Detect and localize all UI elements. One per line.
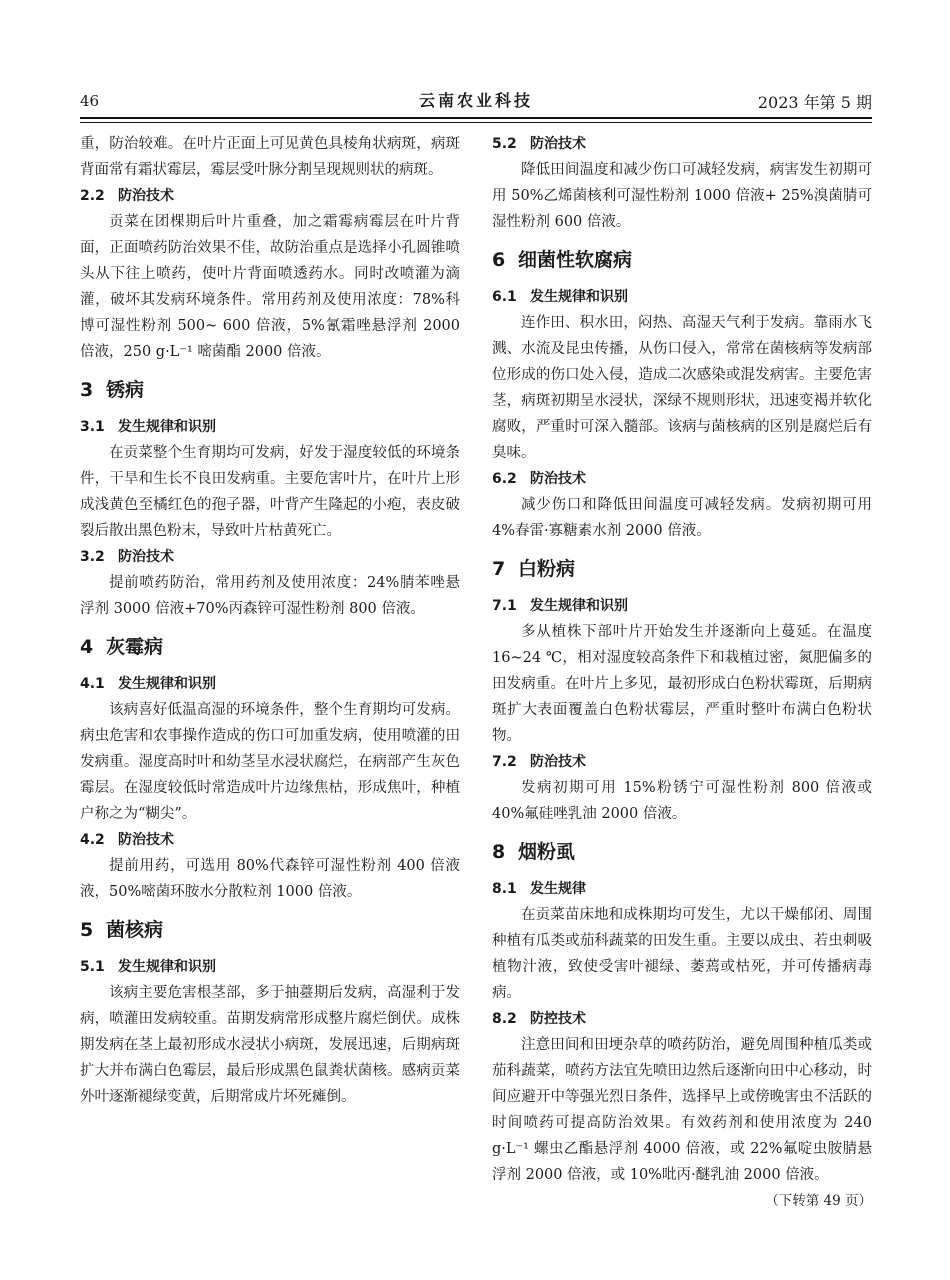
running-header: [80, 86, 872, 116]
subsection-title: 防控技术: [530, 1011, 586, 1027]
section-title: 细菌性软腐病: [518, 249, 633, 271]
subsection-number: 5.1: [80, 959, 105, 975]
subsection-title: 防治技术: [118, 188, 174, 204]
section-heading: [492, 553, 872, 585]
section-title: 菌核病: [106, 919, 164, 941]
paragraph: 在贡菜苗床地和成株期均可发生，尤以干燥郁闭、周围种植有瓜类或茄科蔬菜的田发生重。主要以成虫、若虫刺吸植物汁液，致使受害叶褪绿、萎蔫或枯死，并可传播病毒病。: [492, 907, 872, 1001]
issue-label: 2023 年第 5 期: [757, 93, 872, 112]
subsection-heading: [492, 876, 872, 902]
header-rule-thin: [80, 122, 872, 123]
subsection-number: 6.2: [492, 471, 517, 487]
section-number: 6: [492, 249, 506, 271]
section-title: 锈病: [106, 379, 145, 401]
subsection-title: 发生规律和识别: [118, 959, 216, 975]
subsection-title: 发生规律和识别: [530, 289, 628, 305]
section-heading: [80, 914, 460, 946]
subsection-title: 防治技术: [118, 549, 174, 565]
subsection-number: 7.2: [492, 754, 517, 770]
subsection-heading: [80, 414, 460, 440]
paragraph: 连作田、积水田，闷热、高湿天气利于发病。靠雨水飞溅、水流及昆虫传播，从伤口侵入，常常在菌核病等发病部位形成的伤口处入侵，造成二次感染或混发病害。主要危害茎，病斑初期呈水浸状，深绿不规则形状，迅速变褐并软化腐败，严重时可深入髓部。该病与菌核病的区别是腐烂后有臭味。: [492, 315, 872, 461]
page-number: 46: [80, 92, 100, 110]
journal-title: 云南农业科技: [418, 91, 533, 110]
subsection-title: 防治技术: [118, 832, 174, 848]
subsection-number: 8.2: [492, 1011, 517, 1027]
subsection-title: 防治技术: [530, 471, 586, 487]
subsection-title: 发生规律: [530, 881, 586, 897]
paragraph: 该病主要危害根茎部，多于抽薹期后发病，高湿利于发病，喷灌田发病较重。苗期发病常形成整片腐烂倒伏。成株期发病在茎上最初形成水浸状小病斑，发展迅速，后期病斑扩大并布满白色霉层，最后形成黑色鼠粪状菌核。感病贡菜外叶逐渐褪绿变黄，后期常成片坏死瘫倒。: [80, 985, 460, 1105]
paragraph: 在贡菜整个生育期均可发病，好发于湿度较低的环境条件，干旱和生长不良田发病重。主要危害叶片，在叶片上形成浅黄色至橘红色的孢子器，叶背产生隆起的小疱，表皮破裂后散出黑色粉末，导致叶片枯黄死亡。: [80, 445, 460, 539]
paragraph: 该病喜好低温高湿的环境条件，整个生育期均可发病。病虫危害和农事操作造成的伤口可加重发病，使用喷灌的田发病重。湿度高时叶和幼茎呈水浸状腐烂，在病部产生灰色霉层。在湿度较低时常造成叶片边缘焦枯，形成焦叶，种植户称之为“糊尖”。: [80, 702, 460, 822]
subsection-heading: [80, 827, 460, 853]
paragraph: 注意田间和田埂杂草的喷药防治，避免周围种植瓜类或茄科蔬菜，喷药方法宜先喷田边然后逐渐向田中心移动，时间应避开中等强光烈日条件，选择早上或傍晚害虫不活跃的时间喷药可提高防治效果。有效药剂和使用浓度为 240 g·L⁻¹ 螺虫乙酯悬浮剂 4000 倍液，或 22%氟啶虫胺腈悬浮剂 2000 倍液，或 10%吡丙·醚乳油 2000 倍液。: [492, 1037, 872, 1183]
subsection-number: 4.2: [80, 832, 105, 848]
section-title: 烟粉虱: [518, 841, 576, 863]
section-heading: [492, 836, 872, 868]
section-heading: [492, 244, 872, 276]
subsection-heading: [492, 466, 872, 492]
paragraph: 降低田间温度和减少伤口可减轻发病，病害发生初期可用 50%乙烯菌核利可湿性粉剂 1000 倍液+ 25%溴菌腈可湿性粉剂 600 倍液。: [492, 162, 872, 230]
section-number: 4: [80, 636, 94, 658]
paragraph: 提前喷药防治，常用药剂及使用浓度：24%腈苯唑悬浮剂 3000 倍液+70%丙森锌可湿性粉剂 800 倍液。: [80, 575, 460, 617]
section-number: 8: [492, 841, 506, 863]
subsection-title: 发生规律和识别: [118, 676, 216, 692]
subsection-heading: [492, 131, 872, 157]
subsection-heading: [80, 183, 460, 209]
subsection-number: 6.1: [492, 289, 517, 305]
subsection-title: 防治技术: [530, 754, 586, 770]
section-title: 白粉病: [518, 558, 576, 580]
subsection-heading: [492, 1006, 872, 1032]
right-column: [492, 131, 872, 1211]
section-number: 7: [492, 558, 506, 580]
left-column: [80, 131, 460, 1211]
subsection-number: 3.1: [80, 419, 105, 435]
subsection-heading: [80, 544, 460, 570]
paragraph: 发病初期可用 15%粉锈宁可湿性粉剂 800 倍液或 40%氟硅唑乳油 2000 倍液。: [492, 780, 872, 822]
paragraph: 减少伤口和降低田间温度可减轻发病。发病初期可用 4%春雷·寡糖素水剂 2000 倍液。: [492, 497, 872, 539]
header-rule-thick: [80, 117, 872, 119]
subsection-number: 3.2: [80, 549, 105, 565]
subsection-number: 5.2: [492, 136, 517, 152]
paragraph: 提前用药，可选用 80%代森锌可湿性粉剂 400 倍液液，50%嘧菌环胺水分散粒剂 1000 倍液。: [80, 858, 460, 900]
section-heading: [80, 631, 460, 663]
continued-note: （下转第 49 页）: [765, 1193, 872, 1209]
subsection-heading: [492, 593, 872, 619]
paragraph: 重，防治较难。在叶片正面上可见黄色具棱角状病斑，病斑背面常有霜状霉层，霉层受叶脉分割呈现规则状的病斑。: [80, 136, 460, 178]
subsection-number: 2.2: [80, 188, 105, 204]
section-number: 3: [80, 379, 94, 401]
section-number: 5: [80, 919, 94, 941]
subsection-heading: [80, 954, 460, 980]
paragraph: 贡菜在团棵期后叶片重叠，加之霜霉病霉层在叶片背面，正面喷药防治效果不佳，故防治重点是选择小孔圆锥喷头从下往上喷药，使叶片背面喷透药水。同时改喷灌为滴灌，破坏其发病环境条件。常用药剂及使用浓度：78%科博可湿性粉剂 500~ 600 倍液，5%氰霜唑悬浮剂 2000 倍液，250 g·L⁻¹ 嘧菌酯 2000 倍液。: [80, 214, 460, 360]
section-heading: [80, 374, 460, 406]
subsection-heading: [492, 284, 872, 310]
subsection-title: 防治技术: [530, 136, 586, 152]
subsection-number: 7.1: [492, 598, 517, 614]
subsection-title: 发生规律和识别: [530, 598, 628, 614]
section-title: 灰霉病: [106, 636, 164, 658]
subsection-heading: [492, 749, 872, 775]
subsection-number: 4.1: [80, 676, 105, 692]
subsection-title: 发生规律和识别: [118, 419, 216, 435]
subsection-number: 8.1: [492, 881, 517, 897]
paragraph: 多从植株下部叶片开始发生并逐渐向上蔓延。在温度 16~24 ℃，相对湿度较高条件下和栽植过密，氮肥偏多的田发病重。在叶片上多见，最初形成白色粉状霉斑，后期病斑扩大表面覆盖白色粉状霉层，严重时整叶布满白色粉状物。: [492, 624, 872, 744]
subsection-heading: [80, 671, 460, 697]
